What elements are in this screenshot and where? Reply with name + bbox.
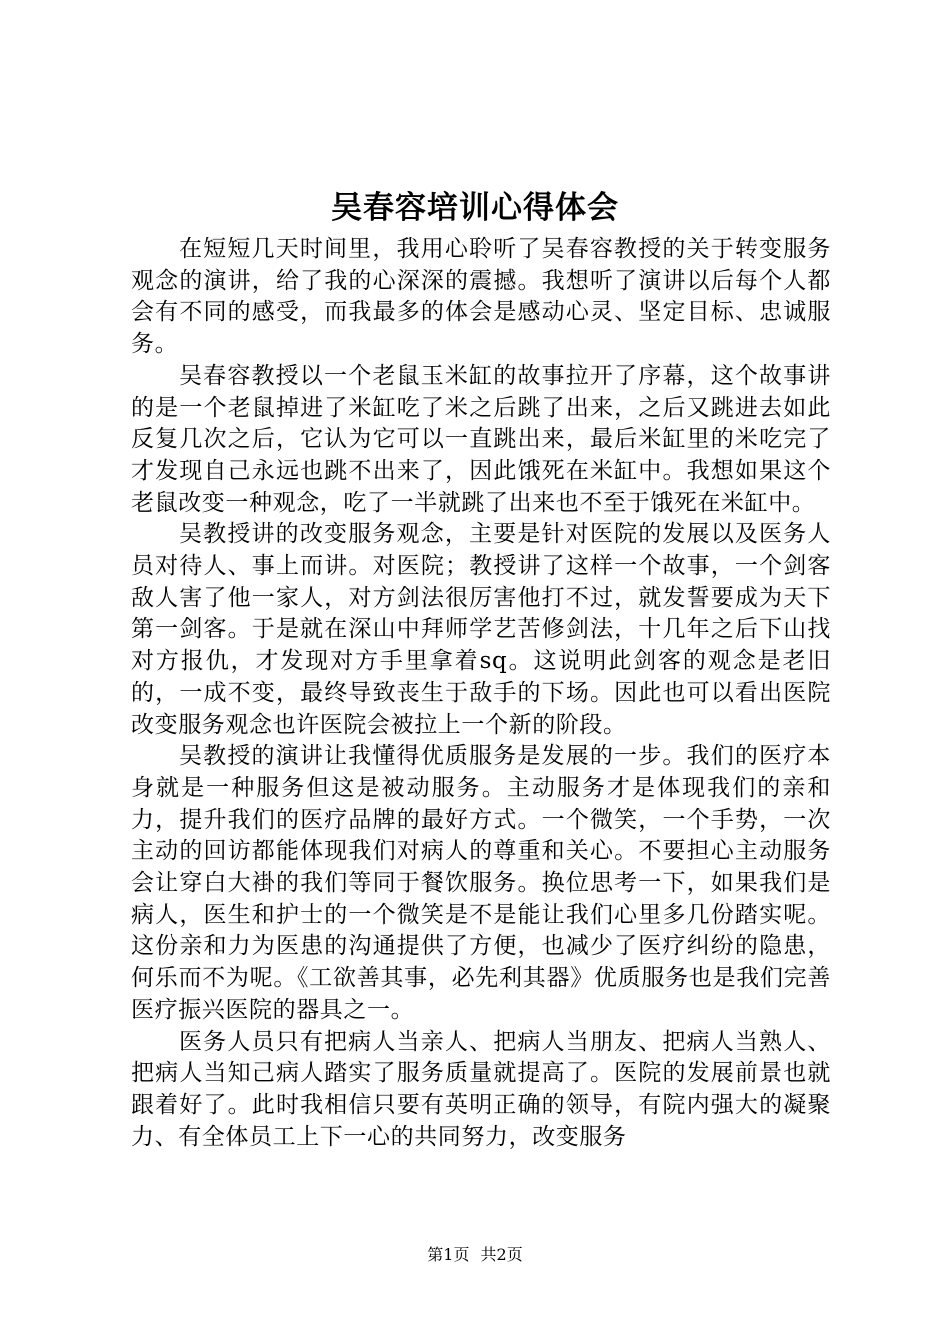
paragraph-1: 在短短几天时间里，我用心聆听了吴春容教授的关于转变服务观念的演讲，给了我的心深深的震撼。我想听了演讲以后每个人都会有不同的感受，而我最多的体会是感动心灵、坚定目标、忠诚服务。	[131, 236, 831, 358]
document-body	[131, 234, 831, 1153]
document-title: 吴春容培训心得体会	[331, 190, 619, 226]
page-total: 共2页	[480, 1245, 523, 1264]
page-footer	[0, 1245, 950, 1265]
paragraph-3: 吴教授讲的改变服务观念，主要是针对医院的发展以及医务人员对待人、事上而讲。对医院；教授讲了这样一个故事，一个剑客敌人害了他一家人，对方剑法很厉害他打不过，就发誓要成为天下第一剑客。于是就在深山中拜师学艺苦修剑法，十几年之后下山找对方报仇，才发现对方手里拿着sq。这说明此剑客的观念是老旧的，一成不变，最终导致丧生于敌手的下场。因此也可以看出医院改变服务观念也许医院会被拉上一个新的阶段。	[131, 521, 831, 738]
page-number: 第1页	[427, 1245, 470, 1264]
paragraph-2: 吴春容教授以一个老鼠玉米缸的故事拉开了序幕，这个故事讲的是一个老鼠掉进了米缸吃了米之后跳了出来，之后又跳进去如此反复几次之后，它认为它可以一直跳出来，最后米缸里的米吃完了才发现自己永远也跳不出来了，因此饿死在米缸中。我想如果这个老鼠改变一种观念，吃了一半就跳了出来也不至于饿死在米缸中。	[131, 362, 831, 516]
paragraph-5: 医务人员只有把病人当亲人、把病人当朋友、把病人当熟人、把病人当知己病人踏实了服务质量就提高了。医院的发展前景也就跟着好了。此时我相信只要有英明正确的领导，有院内强大的凝聚力、有全体员工上下一心的共同努力，改变服务	[131, 1028, 831, 1150]
paragraph-4: 吴教授的演讲让我懂得优质服务是发展的一步。我们的医疗本身就是一种服务但这是被动服务。主动服务才是体现我们的亲和力，提升我们的医疗品牌的最好方式。一个微笑，一个手势，一次主动的回访都能体现我们对病人的尊重和关心。不要担心主动服务会让穿白大褂的我们等同于餐饮服务。换位思考一下，如果我们是病人，医生和护士的一个微笑是不是能让我们心里多几份踏实呢。这份亲和力为医患的沟通提供了方便，也减少了医疗纠纷的隐患，何乐而不为呢。《工欲善其事，必先利其器》优质服务也是我们完善医疗振兴医院的器具之一。	[131, 743, 831, 1023]
